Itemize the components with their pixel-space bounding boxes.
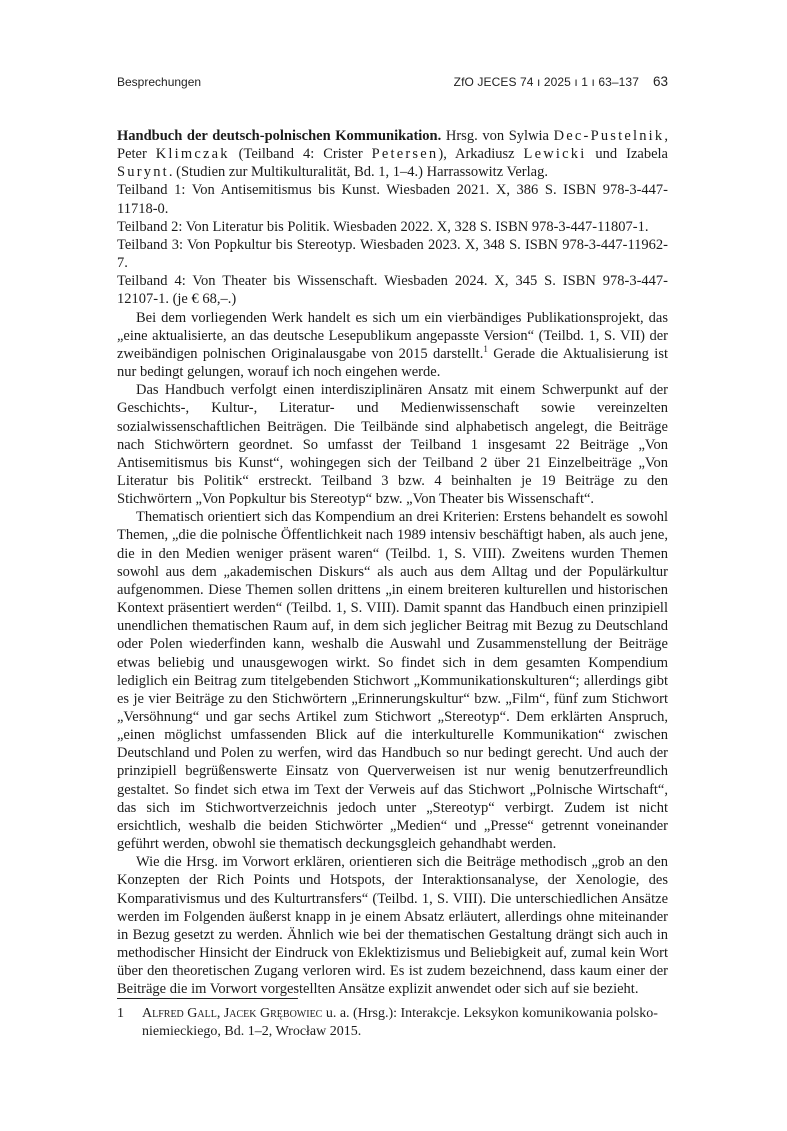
editor-sep: ), Arkadiusz bbox=[438, 146, 524, 163]
footnote-sep: , bbox=[216, 1006, 224, 1021]
running-header bbox=[117, 74, 668, 89]
header-right bbox=[454, 74, 668, 89]
section-label: Besprechungen bbox=[117, 75, 202, 89]
series-info: . (Studien zur Multikulturalität, Bd. 1, 1–4.) Harrassowitz Verlag. bbox=[168, 164, 548, 181]
footnote-divider bbox=[117, 998, 298, 999]
editor-surname: Dec-Pustelnik bbox=[553, 128, 665, 144]
paragraph-text: Gerade die Aktualisierung ist nur bedingt gelungen, worauf ich noch eingehen werde. bbox=[117, 345, 669, 381]
paragraph: Thematisch orientiert sich das Kompendium an drei Kriterien: Erstens behandelt es sowohl Themen, „die die polnische Öffentlichkeit nach 1989 intensiv beschäftigt haben, als auch jene, die in den Medien weniger präsent waren“ (Teilbd. 1, S. VIII). Zweitens wurden Themen sowohl aus dem „akademischen Diskurs“ als auch aus dem Alltag und der Populärkultur aufgenommen. Diese Themen sollen drittens „in einem breiteren kulturellen und historischen Kontext präsentiert werden“ (Teilbd. 1, S. VIII). Damit spannt das Handbuch einen prinzipiell unendlichen thematischen Raum auf, in dem sich jeglicher Beitrag mit Bezug zu Deutschland oder Polen wiederfinden kann, weshalb die Auswahl und Zusammenstellung der Beiträge etwas beliebig und unausgewogen wirkt. So findet sich in dem gesamten Kompendium lediglich ein Beitrag zum titelgebenden Stichwort „Kommunikationskulturen“; allerdings gibt es je vier Beiträge zu den Stichwörtern „Erinnerungskultur“ bzw. „Film“, fünf zum Stichwort „Versöhnung“ und gar sechs Artikel zum Stichwort „Stereotyp“. Dem erklärten Anspruch, „einen möglichst umfassenden Blick auf die interkulturelle Kommunikation“ zwischen Deutschland und Polen zu werfen, wird das Handbuch so nur bedingt gerecht. Und auch der prinzipiell begrüßenswerte Einsatz von Querverweisen ist nur wenig benutzerfreundlich gestaltet. So findet sich etwa im Text der Verweis auf das Stichwort „Polnische Wirtschaft“, das sich im Stichwortverzeichnis jedoch unter „Stereotyp“ verbirgt. Zudem ist nicht ersichtlich, weshalb die beiden Stichwörter „Medien“ und „Presse“ getrennt voneinander geführt werden, obwohl sie thematisch deckungsgleich gehandhabt werden. bbox=[117, 509, 668, 853]
bibliographic-entry bbox=[117, 127, 668, 181]
editor-surname: Klimczak bbox=[155, 146, 230, 163]
editor-surname: Surynt bbox=[117, 164, 169, 181]
book-title: Handbuch der deutsch-polnischen Kommunikation. bbox=[117, 128, 442, 144]
paragraph-text: Bei dem vorliegenden Werk handelt es sich um ein vierbändiges Publikationsprojekt, das „eine aktualisierte, an das deutsche Lesepublikum angepasste Version“ (Teilbd. 1, S. VII) der zweibändigen polnischen Originalausgabe von 2015 darstellt. bbox=[117, 309, 668, 362]
footnote-citation: u. a. (Hrsg.): Interakcje. Leksykon komunikowania polsko-niemieckiego, Bd. 1–2, Wrocław 2015. bbox=[142, 1006, 658, 1039]
volume-line: Teilband 4: Von Theater bis Wissenschaft. Wiesbaden 2024. X, 345 S. ISBN 978-3-447-12107-1. (je € 68,–.) bbox=[117, 273, 668, 308]
editor-sep: und Izabela bbox=[586, 146, 668, 163]
page-number: 63 bbox=[652, 74, 668, 89]
footnote-reference: 1 bbox=[483, 344, 488, 355]
paragraph: Wie die Hrsg. im Vorwort erklären, orientieren sich die Beiträge methodisch „grob an den Konzepten der Rich Points und Hotspots, der Interaktionsanalyse, der Xenologie, des Komparativismus und des Kulturtransfers“ (Teilbd. 1, S. VIII). Die unterschiedlichen Ansätze werden im Folgenden äußerst knapp in je einem Absatz erläutert, allerdings ohne miteinander in Bezug gesetzt zu werden. Ähnlich wie bei der thematischen Gestaltung drängt sich auch in methodischer Hinsicht der Eindruck von Eklektizismus und Beliebigkeit auf, zumal kein Wort über den theoretischen Zugang verloren wird. Es ist zudem bezeichnend, dass kaum einer der Beiträge die im Vorwort vorgestellten Ansätze explizit anwendet oder sich auf sie bezieht. bbox=[117, 854, 668, 998]
volume-line: Teilband 3: Von Popkultur bis Stereotyp. Wiesbaden 2023. X, 348 S. ISBN 978-3-447-11962-7. bbox=[117, 236, 668, 272]
paragraph bbox=[117, 309, 668, 382]
footnote bbox=[117, 1005, 668, 1041]
editors-prefix: Hrsg. von Sylwia bbox=[441, 128, 554, 144]
editor-surname: Petersen bbox=[371, 146, 439, 163]
journal-citation: ZfO JECES 74 ı 2025 ı 1 ı 63–137 bbox=[453, 75, 639, 89]
editor-sep: (Teilband 4: Crister bbox=[229, 146, 372, 163]
paragraph: Das Handbuch verfolgt einen interdisziplinären Ansatz mit einem Schwerpunkt auf der Geschichts-, Kultur-, Literatur- und Medienwissenschaft sowie vereinzelten sozialwissenschaftlichen Beiträgen. Die Teilbände sind alphabetisch angelegt, die Beiträge nach Stichwörtern geordnet. So umfasst der Teilband 1 insgesamt 22 Beiträge „Von Antisemitismus bis Kunst“, wohingegen sich der Teilband 2 über 21 Einzelbeiträge „Von Literatur bis Politik“ erstreckt. Teilband 3 bzw. 4 beinhalten je 19 Beiträge zu den Stichwörtern „Von Popkultur bis Stereotyp“ bzw. „Von Theater bis Wissenschaft“. bbox=[117, 382, 668, 508]
editor-sep: , Peter bbox=[117, 128, 668, 163]
volume-line: Teilband 2: Von Literatur bis Politik. Wiesbaden 2022. X, 328 S. ISBN 978-3-447-11807-1. bbox=[117, 218, 649, 235]
main-text bbox=[117, 127, 668, 999]
volume-line: Teilband 1: Von Antisemitismus bis Kunst. Wiesbaden 2021. X, 386 S. ISBN 978-3-447-11718-0. bbox=[117, 182, 668, 217]
footnote-number: 1 bbox=[117, 1006, 124, 1021]
footnote-author: Jacek Grębowiec bbox=[223, 1006, 323, 1021]
editor-surname: Lewicki bbox=[523, 146, 587, 163]
footnote-author: Alfred Gall bbox=[142, 1006, 217, 1021]
footnote-text bbox=[142, 1005, 668, 1041]
